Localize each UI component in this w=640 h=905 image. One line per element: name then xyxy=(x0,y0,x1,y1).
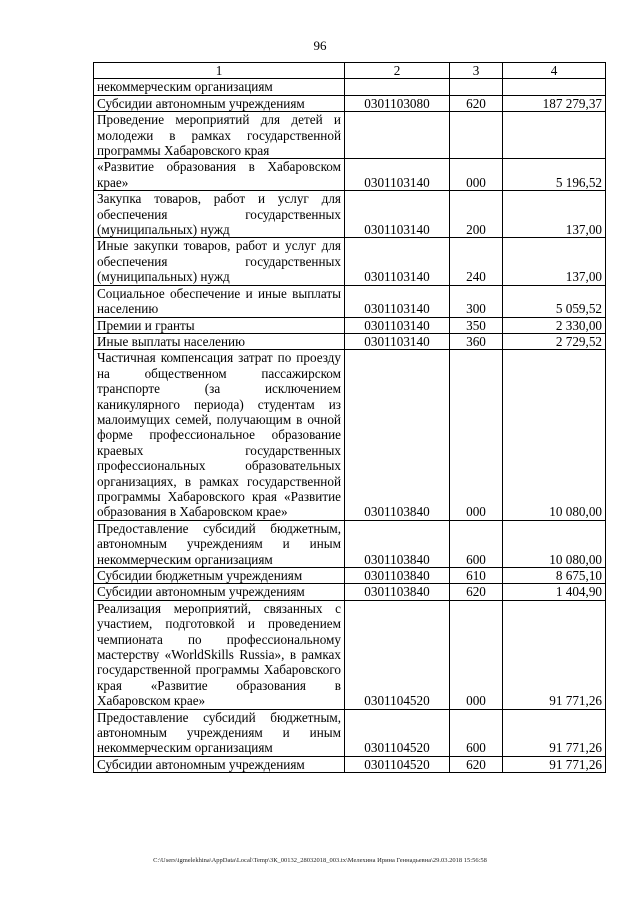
row-type-cell: 350 xyxy=(450,317,503,333)
row-name-cell: некоммерческим организациям xyxy=(94,79,345,95)
row-code-cell: 0301103140 xyxy=(345,191,450,238)
row-type-cell: 610 xyxy=(450,568,503,584)
table-row xyxy=(94,159,606,191)
row-amount-cell: 10 080,00 xyxy=(503,350,606,520)
row-name-cell: Субсидии автономным учреждениям xyxy=(94,95,345,111)
row-type-cell: 000 xyxy=(450,600,503,709)
row-type-cell: 240 xyxy=(450,238,503,285)
row-type-cell xyxy=(450,79,503,95)
row-amount-cell xyxy=(503,112,606,159)
table-row xyxy=(94,79,606,95)
table-row xyxy=(94,333,606,349)
row-name-cell: Реализация мероприятий, связанных с участием, подготовкой и проведением чемпионата по профессиональному мастерству «WorldSkills Russia», в рамках государственной программы Хабаровского края «Развитие образования в Хабаровском крае» xyxy=(94,600,345,709)
table-row xyxy=(94,317,606,333)
row-amount-cell: 10 080,00 xyxy=(503,520,606,567)
file-path-footer: C:\Users\igmelekhina\AppData\Local\Temp\ЗК_00132_28032018_003.tx\Мелехина Ирина Геннадьевна\29.03.2018 15:56:58 xyxy=(153,857,487,864)
row-name-cell: Субсидии бюджетным учреждениям xyxy=(94,568,345,584)
table-row xyxy=(94,584,606,600)
row-name-cell: Закупка товаров, работ и услуг для обеспечения государственных (муниципальных) нужд xyxy=(94,191,345,238)
table-row xyxy=(94,350,606,520)
row-code-cell: 0301103840 xyxy=(345,584,450,600)
row-code-cell: 0301103140 xyxy=(345,238,450,285)
row-name-cell: Субсидии автономным учреждениям xyxy=(94,584,345,600)
table-row xyxy=(94,191,606,238)
row-code-cell: 0301103840 xyxy=(345,568,450,584)
row-type-cell: 360 xyxy=(450,333,503,349)
budget-table xyxy=(93,62,606,773)
row-amount-cell: 137,00 xyxy=(503,191,606,238)
row-name-cell: Частичная компенсация затрат по проезду на общественном пассажирском транспорте (за исключением каникулярного периода) студентам из малоимущих семей, получающим в очной форме профессиональное образование краевых государственных профессиональных образовательных организациях, в рамках государственной программы Хабаровского края «Развитие образования в Хабаровском крае» xyxy=(94,350,345,520)
table-row xyxy=(94,95,606,111)
row-type-cell: 000 xyxy=(450,159,503,191)
header-col-1: 1 xyxy=(94,63,345,79)
header-col-2: 2 xyxy=(345,63,450,79)
row-code-cell: 0301103140 xyxy=(345,317,450,333)
table-header-row xyxy=(94,63,606,79)
header-col-4: 4 xyxy=(503,63,606,79)
table-row xyxy=(94,756,606,772)
row-amount-cell: 1 404,90 xyxy=(503,584,606,600)
row-amount-cell: 2 729,52 xyxy=(503,333,606,349)
table-body xyxy=(94,79,606,773)
table-row xyxy=(94,285,606,317)
table-row xyxy=(94,709,606,756)
row-code-cell xyxy=(345,79,450,95)
row-code-cell: 0301103140 xyxy=(345,333,450,349)
row-name-cell: Проведение мероприятий для детей и молодежи в рамках государственной программы Хабаровского края xyxy=(94,112,345,159)
row-name-cell: «Развитие образования в Хабаровском крае» xyxy=(94,159,345,191)
row-code-cell: 0301103080 xyxy=(345,95,450,111)
row-name-cell: Иные закупки товаров, работ и услуг для обеспечения государственных (муниципальных) нужд xyxy=(94,238,345,285)
row-amount-cell: 5 059,52 xyxy=(503,285,606,317)
row-code-cell: 0301103840 xyxy=(345,350,450,520)
row-amount-cell: 187 279,37 xyxy=(503,95,606,111)
row-type-cell: 620 xyxy=(450,756,503,772)
row-code-cell: 0301103840 xyxy=(345,520,450,567)
row-name-cell: Субсидии автономным учреждениям xyxy=(94,756,345,772)
row-name-cell: Иные выплаты населению xyxy=(94,333,345,349)
row-name-cell: Премии и гранты xyxy=(94,317,345,333)
table-row xyxy=(94,600,606,709)
row-code-cell xyxy=(345,112,450,159)
row-amount-cell: 137,00 xyxy=(503,238,606,285)
table-row xyxy=(94,112,606,159)
table-row xyxy=(94,568,606,584)
row-type-cell: 620 xyxy=(450,584,503,600)
row-code-cell: 0301103140 xyxy=(345,285,450,317)
row-type-cell: 600 xyxy=(450,520,503,567)
row-code-cell: 0301104520 xyxy=(345,756,450,772)
page-number: 96 xyxy=(313,38,327,53)
row-type-cell: 000 xyxy=(450,350,503,520)
row-amount-cell xyxy=(503,79,606,95)
row-amount-cell: 8 675,10 xyxy=(503,568,606,584)
row-type-cell xyxy=(450,112,503,159)
row-name-cell: Предоставление субсидий бюджетным, автономным учреждениям и иным некоммерческим организациям xyxy=(94,709,345,756)
table-row xyxy=(94,520,606,567)
row-type-cell: 300 xyxy=(450,285,503,317)
row-amount-cell: 5 196,52 xyxy=(503,159,606,191)
row-code-cell: 0301104520 xyxy=(345,600,450,709)
row-amount-cell: 91 771,26 xyxy=(503,709,606,756)
row-type-cell: 200 xyxy=(450,191,503,238)
table-row xyxy=(94,238,606,285)
header-col-3: 3 xyxy=(450,63,503,79)
row-amount-cell: 91 771,26 xyxy=(503,756,606,772)
row-amount-cell: 91 771,26 xyxy=(503,600,606,709)
row-type-cell: 600 xyxy=(450,709,503,756)
row-type-cell: 620 xyxy=(450,95,503,111)
row-code-cell: 0301104520 xyxy=(345,709,450,756)
row-code-cell: 0301103140 xyxy=(345,159,450,191)
row-name-cell: Предоставление субсидий бюджетным, автономным учреждениям и иным некоммерческим организациям xyxy=(94,520,345,567)
row-name-cell: Социальное обеспечение и иные выплаты населению xyxy=(94,285,345,317)
row-amount-cell: 2 330,00 xyxy=(503,317,606,333)
